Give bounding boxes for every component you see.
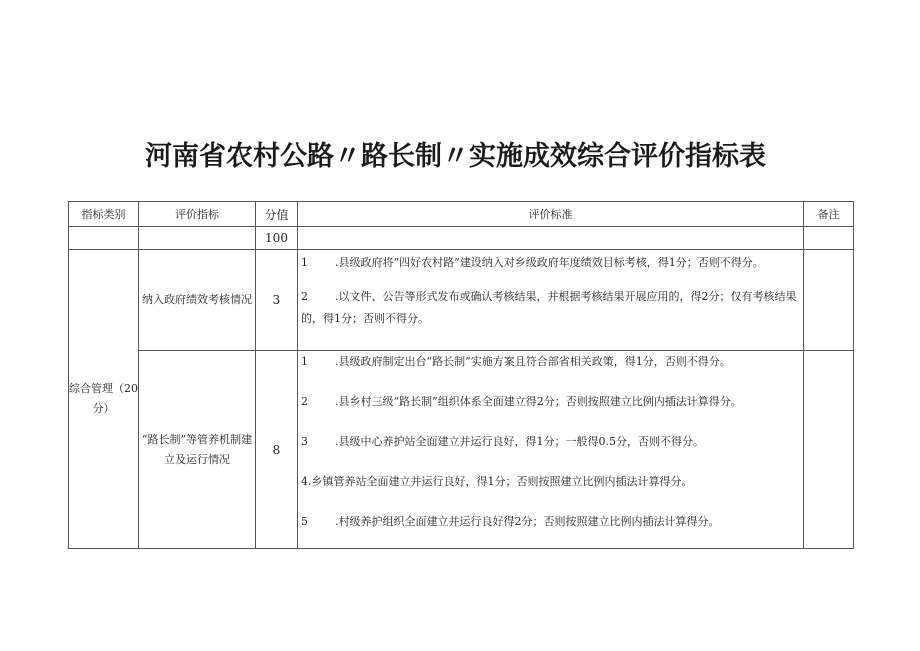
total-indicator-cell <box>139 227 256 250</box>
page-title: 河南省农村公路〃路长制〃实施成效综合评价指标表 <box>145 141 766 172</box>
indicator-cell: “路长制”等管养机制建立及运行情况 <box>139 351 256 549</box>
total-standard-cell <box>298 227 804 250</box>
table-row <box>69 250 854 351</box>
score-cell: 3 <box>256 250 298 351</box>
remark-cell <box>804 351 854 549</box>
standard-cell <box>298 351 804 549</box>
category-cell: 综合管理（20分） <box>69 250 139 549</box>
header-row <box>69 202 854 227</box>
standard-item: 4.乡镇管养站全面建立并运行良好，得1分；否则按照建立比例内插法计算得分。 <box>301 475 693 488</box>
remark-cell <box>804 250 854 351</box>
header-indicator: 评价指标 <box>139 202 256 227</box>
evaluation-table <box>68 201 854 549</box>
header-category: 指标类别 <box>69 202 139 227</box>
indicator-cell: 纳入政府绩效考核情况 <box>139 250 256 351</box>
total-category-cell <box>69 227 139 250</box>
standard-item: 1 .县级政府制定出台“路长制”实施方案且符合部省相关政策，得1分，否则不得分。 <box>301 355 731 368</box>
score-cell: 8 <box>256 351 298 549</box>
standard-item: 1 .县级政府将“四好农村路”建设纳入对乡级政府年度绩效目标考核，得1分；否则不得分。 <box>301 256 764 269</box>
header-standard: 评价标准 <box>298 202 804 227</box>
standard-item: 3 .县级中心养护站全面建立并运行良好，得1分；一般得0.5分，否则不得分。 <box>301 435 704 448</box>
standard-item: 2 .县乡村三级“路长制”组织体系全面建立得2分；否则按照建立比例内插法计算得分。 <box>301 395 742 408</box>
standard-item: 2 .以文件、公告等形式发布或确认考核结果，并根据考核结果开展应用的，得2分；仅有考核结果的，得1分；否则不得分。 <box>301 290 797 325</box>
standard-cell <box>298 250 804 351</box>
standard-item: 5 .村级养护组织全面建立并运行良好得2分；否则按照建立比例内插法计算得分。 <box>301 515 720 528</box>
header-score: 分值 <box>256 202 298 227</box>
total-remark-cell <box>804 227 854 250</box>
header-remark: 备注 <box>804 202 854 227</box>
table-row <box>69 351 854 549</box>
total-row <box>69 227 854 250</box>
total-score: 100 <box>256 227 298 250</box>
